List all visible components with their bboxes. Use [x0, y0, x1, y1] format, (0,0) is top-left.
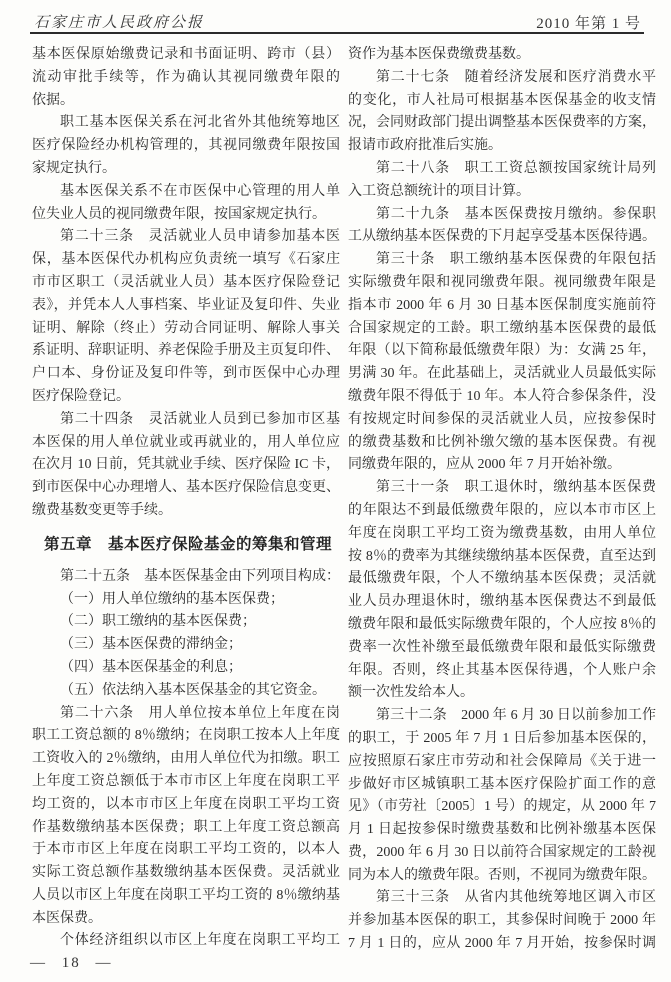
text-line: 工从缴纳基本医保费的下月起享受基本医保待遇。 [348, 229, 656, 245]
text-line: 第二十三条 灵活就业人员申请参加基本医 [60, 229, 340, 245]
text-line: 第二十七条 随着经济发展和医疗消费水平 [376, 69, 656, 85]
text-line: 表》，并凭本人人事档案、毕业证及复印件、失业 [32, 297, 340, 313]
text-line: 的年限达不到最低缴费年限的，应以本市市区上 [348, 502, 656, 518]
text-line: 位失业人员的视同缴费年限，按国家规定执行。 [32, 206, 326, 222]
text-line: 业人员办理退休时，缴纳基本医保费达不到最低 [348, 594, 656, 610]
text-line: 本医保的用人单位就业或再就业的，用人单位应 [32, 434, 340, 450]
text-line: 到市医保中心办理增人、基本医疗保险信息变更、 [32, 480, 340, 496]
text-line: 流动审批手续等，作为确认其视同缴费年限的 [32, 69, 340, 85]
text-line: 基本医保原始缴费记录和书面证明、跨市（县） [32, 47, 340, 62]
text-line: 医疗保险经办机构管理的，其视同缴费年限按国 [32, 138, 340, 154]
text-line: 的缴费基数和比例补缴欠缴的基本医保费。有视 [348, 434, 656, 450]
text-line: 报请市政府批准后实施。 [348, 138, 502, 154]
right-column [348, 44, 656, 956]
text-line: 男满 30 年。在此基础上，灵活就业人员最低实际 [348, 366, 656, 382]
header-rule [30, 32, 644, 34]
text-line: 年限（以下简称最低缴费年限）为：女满 25 年， [348, 343, 656, 359]
text-line: 的职工，于 2005 年 7 月 1 日后参加基本医保的， [348, 730, 656, 746]
text-line: 同为本人的缴费年限。否则，不视同为缴费年限。 [348, 867, 656, 883]
text-line: 人员以市区上年度在岗职工平均工资的 8％缴纳基 [32, 887, 340, 903]
text-line: 第二十九条 基本医保费按月缴纳。参保职 [376, 206, 656, 222]
text-line: 医疗保险登记。 [32, 388, 130, 404]
text-line: 缴费基数变更等手续。 [32, 502, 172, 518]
text-line: 均工资的，以本市市区上年度在岗职工平均工资 [32, 796, 340, 812]
text-line: 市市区职工（灵活就业人员）基本医疗保险登记 [32, 274, 340, 290]
text-line: 基本医保关系不在市医保中心管理的用人单 [60, 183, 340, 199]
text-line: 年度在岗职工平均工资为缴费基数，由用人单位 [348, 525, 656, 541]
text-line: 应按照原石家庄市劳动和社会保障局《关于进一 [348, 753, 656, 769]
text-line: 作基数缴纳基本医保费；职工上年度工资总额高 [32, 819, 340, 835]
text-line: 证明、解除（终止）劳动合同证明、解除人事关 [32, 320, 340, 336]
text-line: 户口本、身份证及复印件等，到市医保中心办理 [32, 366, 340, 382]
text-line: 合国家规定的工龄。职工缴纳基本医保费的最低 [348, 320, 656, 336]
text-line: 的变化，市人社局可根据基本医保基金的收支情 [348, 92, 656, 108]
text-line: （一）用人单位缴纳的基本医保费； [60, 591, 284, 607]
text-line: 并参加基本医保的职工，其参保时间晚于 2000 年 [348, 913, 656, 929]
text-line: 保，基本医保代办机构应负责统一填写《石家庄 [32, 252, 340, 268]
text-line: 况，会同财政部门提出调整基本医保费率的方案， [348, 115, 656, 131]
page-number: — 18 — [30, 955, 113, 971]
text-line: 第二十五条 基本医保基金由下列项目构成： [60, 568, 340, 584]
text-line: 年限。否则，终止其基本医保待遇，个人账户余 [348, 662, 656, 678]
text-line: 额一次性发给本人。 [348, 685, 474, 701]
text-line: 本医保费。 [32, 910, 102, 926]
text-line: 上年度工资总额低于本市市区上年度在岗职工平 [32, 773, 340, 789]
text-line: 入工资总额统计的项目计算。 [348, 183, 530, 199]
text-line: 7 月 1 日的，应从 2000 年 7 月开始，按参保时调 [348, 936, 656, 952]
text-line: 月 1 日起按参保时缴费基数和比例补缴基本医保 [348, 822, 656, 838]
text-line: 费率一次性补缴至最低缴费年限和最低实际缴费 [348, 639, 656, 655]
text-line: 指本市 2000 年 6 月 30 日基本医保制度实施前符 [348, 297, 656, 313]
text-line: 实际工资总额作基数缴纳基本医保费。灵活就业 [32, 865, 340, 881]
text-line: （四）基本医保基金的利息； [60, 659, 242, 675]
text-line: 有按规定时间参保的灵活就业人员，应按参保时 [348, 411, 656, 427]
text-line: 实际缴费年限和视同缴费年限。视同缴费年限是 [348, 274, 656, 290]
gazette-title: 石家庄市人民政府公报 [34, 15, 205, 31]
text-line: 第二十八条 职工工资总额按国家统计局列 [376, 160, 656, 176]
text-line: 第三十三条 从省内其他统筹地区调入市区 [376, 890, 656, 906]
text-line: 工资收入的 2％缴纳，由用人单位代为扣缴。职工 [32, 751, 340, 767]
text-line: 按 8％的费率为其继续缴纳基本医保费，直至达到 [348, 548, 656, 564]
text-line: 最低缴费年限，个人不缴纳基本医保费；灵活就 [348, 571, 656, 587]
text-line: （五）依法纳入基本医保基金的其它资金。 [60, 682, 326, 698]
text-line: 第二十四条 灵活就业人员到已参加市区基 [60, 411, 340, 427]
text-line: （三）基本医保费的滞纳金； [60, 637, 242, 653]
text-line: 第三十条 职工缴纳基本医保费的年限包括 [376, 252, 656, 268]
text-line: 职工工资总额的 8％缴纳；在岗职工按本人上年度 [32, 728, 340, 744]
text-line: 步做好市区城镇职工基本医疗保险扩面工作的意 [348, 776, 656, 792]
text-line: 系证明、辞职证明、养老保险手册及主页复印件、 [32, 343, 340, 359]
text-line: 家规定执行。 [32, 160, 116, 176]
issue-number: 2010 年第 1 号 [536, 16, 641, 32]
text-line: 依据。 [32, 92, 74, 108]
text-line: 同缴费年限的，应从 2000 年 7 月开始补缴。 [348, 457, 621, 473]
text-line: 资作为基本医保费缴费基数。 [348, 47, 530, 62]
text-line: （二）职工缴纳的基本医保费； [60, 614, 256, 630]
left-column [32, 44, 340, 953]
text-line: 第二十六条 用人单位按本单位上年度在岗 [60, 705, 340, 721]
text-line: 见》（市劳社〔2005〕1 号）的规定，从 2000 年 7 [348, 799, 656, 815]
text-line: 第三十二条 2000 年 6 月 30 日以前参加工作 [376, 708, 656, 724]
text-line: 个体经济组织以市区上年度在岗职工平均工 [60, 933, 340, 949]
chapter-heading: 第五章 基本医疗保险基金的筹集和管理 [44, 535, 333, 553]
text-line: 在次月 10 日前，凭其就业手续、医疗保险 IC 卡， [32, 457, 340, 473]
text-line: 于本市市区上年度在岗职工平均工资的，以本人 [32, 842, 340, 858]
text-line: 缴费年限不得低于 10 年。本人符合参保条件，没 [348, 388, 656, 404]
text-line: 缴费年限和最低实际缴费年限的，个人应按 8％的 [348, 616, 656, 632]
text-line: 第三十一条 职工退休时，缴纳基本医保费 [376, 480, 656, 496]
text-line: 费，2000 年 6 月 30 日以前符合国家规定的工龄视 [348, 844, 656, 860]
text-line: 职工基本医保关系在河北省外其他统筹地区 [60, 115, 340, 131]
